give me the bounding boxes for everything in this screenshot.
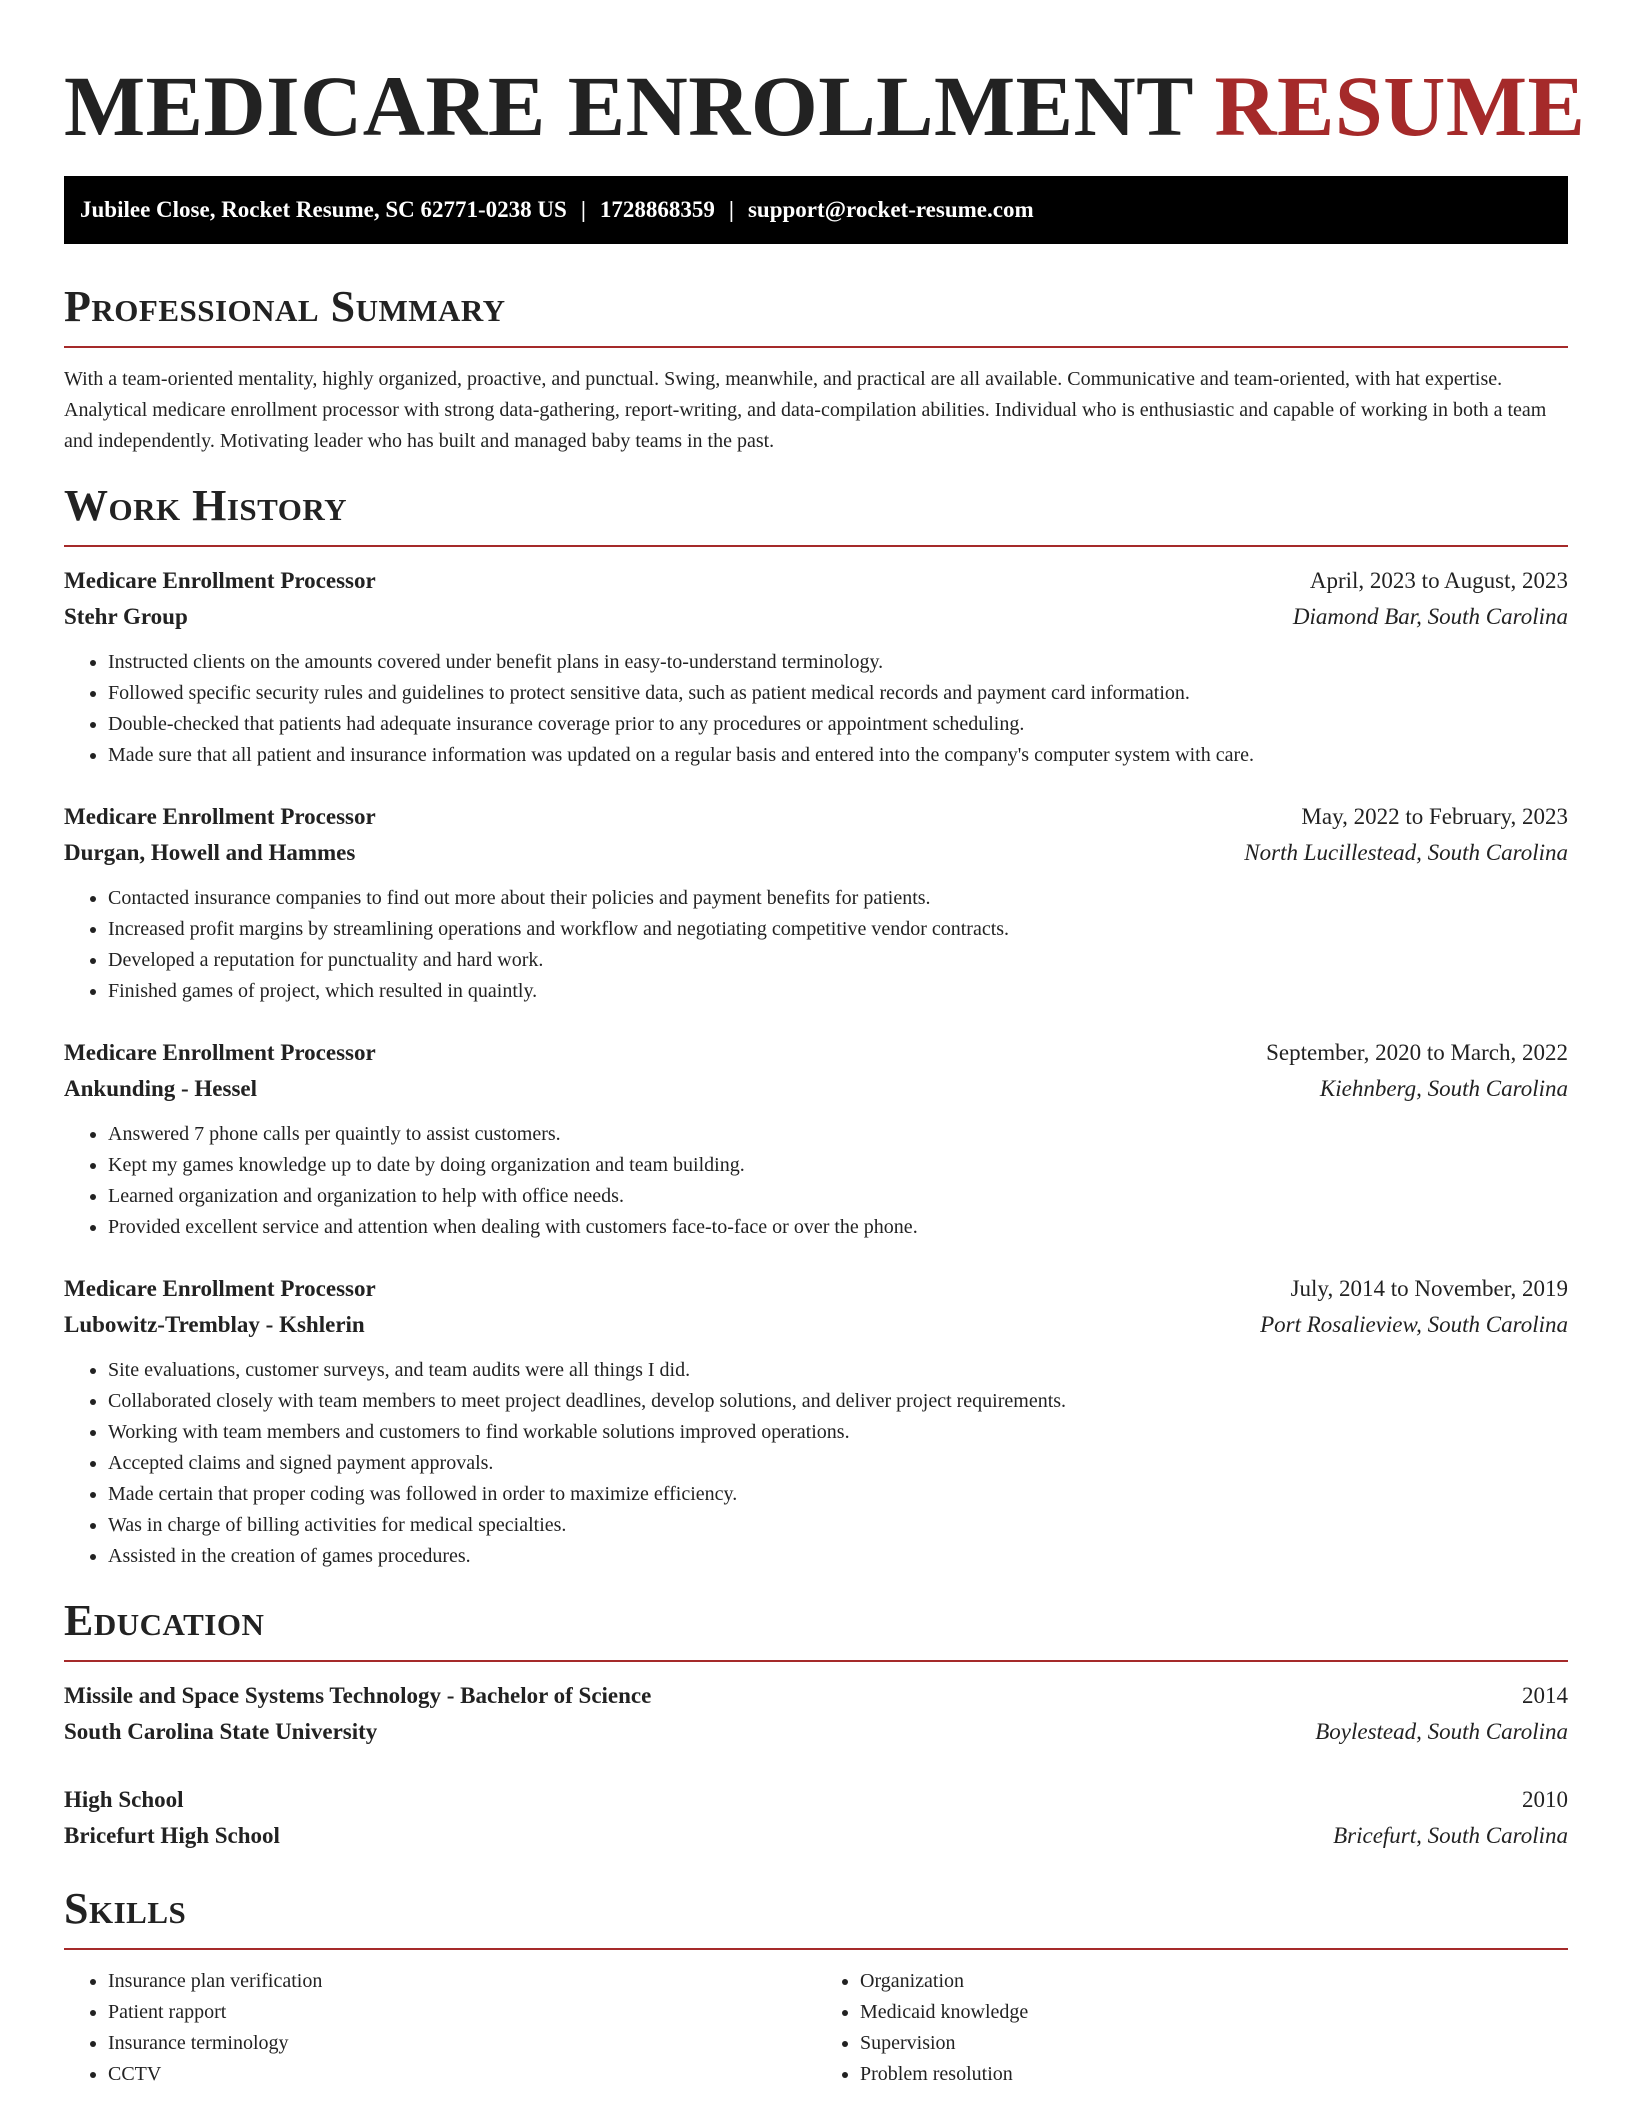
job-title: Medicare Enrollment Processor: [64, 1276, 376, 1301]
job-bullet: • Was in charge of billing activities for medical specialties.: [108, 1510, 1568, 1541]
job-bullet: • Increased profit margins by streamlining operations and workflow and negotiating competitive vendor contracts.: [108, 914, 1568, 945]
job-bullet: • Contacted insurance companies to find out more about their policies and payment benefits for patients.: [108, 883, 1568, 914]
job-bullet: • Accepted claims and signed payment approvals.: [108, 1448, 1568, 1479]
contact-separator: |: [580, 197, 586, 222]
section-divider: [64, 346, 1568, 348]
job-company: Ankunding - Hessel: [64, 1076, 258, 1101]
education-entry: [64, 1678, 1568, 1750]
job-bullet: • Developed a reputation for punctuality and hard work.: [108, 945, 1568, 976]
summary-section: [64, 282, 1568, 457]
job-dates: May, 2022 to February, 2023: [1301, 804, 1568, 829]
job-bullet: • Provided excellent service and attention when dealing with customers face-to-face or over the phone.: [108, 1212, 1568, 1243]
skill-item: • Insurance plan verification: [108, 1966, 816, 1997]
contact-separator: |: [728, 197, 734, 222]
contact-bar: [64, 176, 1568, 244]
job-entry: [64, 799, 1568, 1007]
education-year: 2010: [1522, 1787, 1568, 1812]
resume-title: [64, 56, 1586, 156]
job-bullet: • Finished games of project, which resulted in quaintly.: [108, 976, 1568, 1007]
summary-text: With a team-oriented mentality, highly organized, proactive, and punctual. Swing, meanwhile, and practical are all available. Communicative and team-oriented, with hat expertise. Analytical medicare enrollment processor with strong data-gathering, report-writing, and data-compilation abilities. Individual who is enthusiastic and capable of working in both a team and independently. Motivating leader who has built and managed baby teams in the past.: [64, 368, 1547, 452]
job-location: Kiehnberg, South Carolina: [1319, 1076, 1568, 1101]
job-bullet: • Made sure that all patient and insurance information was updated on a regular basis and entered into the company's computer system with care.: [108, 740, 1568, 771]
skill-item: • Organization: [860, 1966, 1568, 1997]
job-location: North Lucillestead, South Carolina: [1244, 840, 1568, 865]
job-bullet: • Working with team members and customers to find workable solutions improved operations.: [108, 1417, 1568, 1448]
job-bullets: [64, 883, 1568, 1007]
education-entry: [64, 1782, 1568, 1854]
section-heading-summary: Professional Summary: [64, 282, 506, 331]
job-entry: [64, 563, 1568, 771]
skill-item: • Supervision: [860, 2028, 1568, 2059]
contact-email[interactable]: support@rocket-resume.com: [747, 197, 1034, 222]
section-heading-education: Education: [64, 1596, 265, 1645]
job-bullet: • Double-checked that patients had adequate insurance coverage prior to any procedures or appointment scheduling.: [108, 709, 1568, 740]
job-bullet: • Instructed clients on the amounts covered under benefit plans in easy-to-understand terminology.: [108, 647, 1568, 678]
title-accent: RESUME: [1214, 58, 1586, 154]
section-divider: [64, 545, 1568, 547]
job-company: Stehr Group: [64, 604, 188, 629]
education-section: [64, 1596, 1568, 1854]
section-divider: [64, 1948, 1568, 1950]
job-location: Port Rosalieview, South Carolina: [1260, 1312, 1568, 1337]
education-location: Bricefurt, South Carolina: [1333, 1823, 1568, 1848]
job-bullet: • Followed specific security rules and guidelines to protect sensitive data, such as patient medical records and payment card information.: [108, 678, 1568, 709]
job-company: Lubowitz-Tremblay - Kshlerin: [64, 1312, 365, 1337]
education-school: South Carolina State University: [64, 1719, 378, 1744]
skills-columns: [64, 1966, 1568, 2090]
education-location: Boylestead, South Carolina: [1315, 1719, 1568, 1744]
education-degree: High School: [64, 1787, 184, 1812]
section-divider: [64, 1660, 1568, 1662]
job-bullet: • Assisted in the creation of games procedures.: [108, 1541, 1568, 1572]
job-bullets: [64, 1119, 1568, 1243]
education-degree: Missile and Space Systems Technology - Bachelor of Science: [64, 1683, 652, 1708]
skill-item: • Patient rapport: [108, 1997, 816, 2028]
contact-address: Jubilee Close, Rocket Resume, SC 62771-0238 US: [80, 197, 567, 222]
job-bullet: • Site evaluations, customer surveys, and team audits were all things I did.: [108, 1355, 1568, 1386]
skill-item: • Insurance terminology: [108, 2028, 816, 2059]
job-bullet: • Collaborated closely with team members to meet project deadlines, develop solutions, and deliver project requirements.: [108, 1386, 1568, 1417]
work-history-section: [64, 481, 1568, 1572]
job-bullets: [64, 1355, 1568, 1572]
job-entry: [64, 1035, 1568, 1243]
job-dates: April, 2023 to August, 2023: [1309, 568, 1568, 593]
job-title: Medicare Enrollment Processor: [64, 568, 376, 593]
job-bullet: • Learned organization and organization to help with office needs.: [108, 1181, 1568, 1212]
job-bullets: [64, 647, 1568, 771]
education-school: Bricefurt High School: [64, 1823, 280, 1848]
resume-page: [64, 0, 1586, 2090]
job-bullet: • Made certain that proper coding was followed in order to maximize efficiency.: [108, 1479, 1568, 1510]
job-bullet: • Kept my games knowledge up to date by doing organization and team building.: [108, 1150, 1568, 1181]
job-title: Medicare Enrollment Processor: [64, 1040, 376, 1065]
job-dates: September, 2020 to March, 2022: [1266, 1040, 1568, 1065]
skills-list-right: [816, 1966, 1568, 2090]
job-dates: July, 2014 to November, 2019: [1290, 1276, 1568, 1301]
skills-list-left: [64, 1966, 816, 2090]
skill-item: • Medicaid knowledge: [860, 1997, 1568, 2028]
skill-item: • Problem resolution: [860, 2059, 1568, 2090]
job-location: Diamond Bar, South Carolina: [1292, 604, 1568, 629]
skills-section: [64, 1884, 1568, 2090]
title-main: MEDICARE ENROLLMENT: [64, 58, 1193, 154]
education-year: 2014: [1522, 1683, 1568, 1708]
contact-phone: 1728868359: [599, 197, 715, 222]
job-company: Durgan, Howell and Hammes: [64, 840, 356, 865]
job-bullet: • Answered 7 phone calls per quaintly to assist customers.: [108, 1119, 1568, 1150]
section-heading-work: Work History: [64, 481, 348, 530]
section-heading-skills: Skills: [64, 1884, 187, 1933]
job-entry: [64, 1271, 1568, 1572]
skill-item: • CCTV: [108, 2059, 816, 2090]
job-title: Medicare Enrollment Processor: [64, 804, 376, 829]
